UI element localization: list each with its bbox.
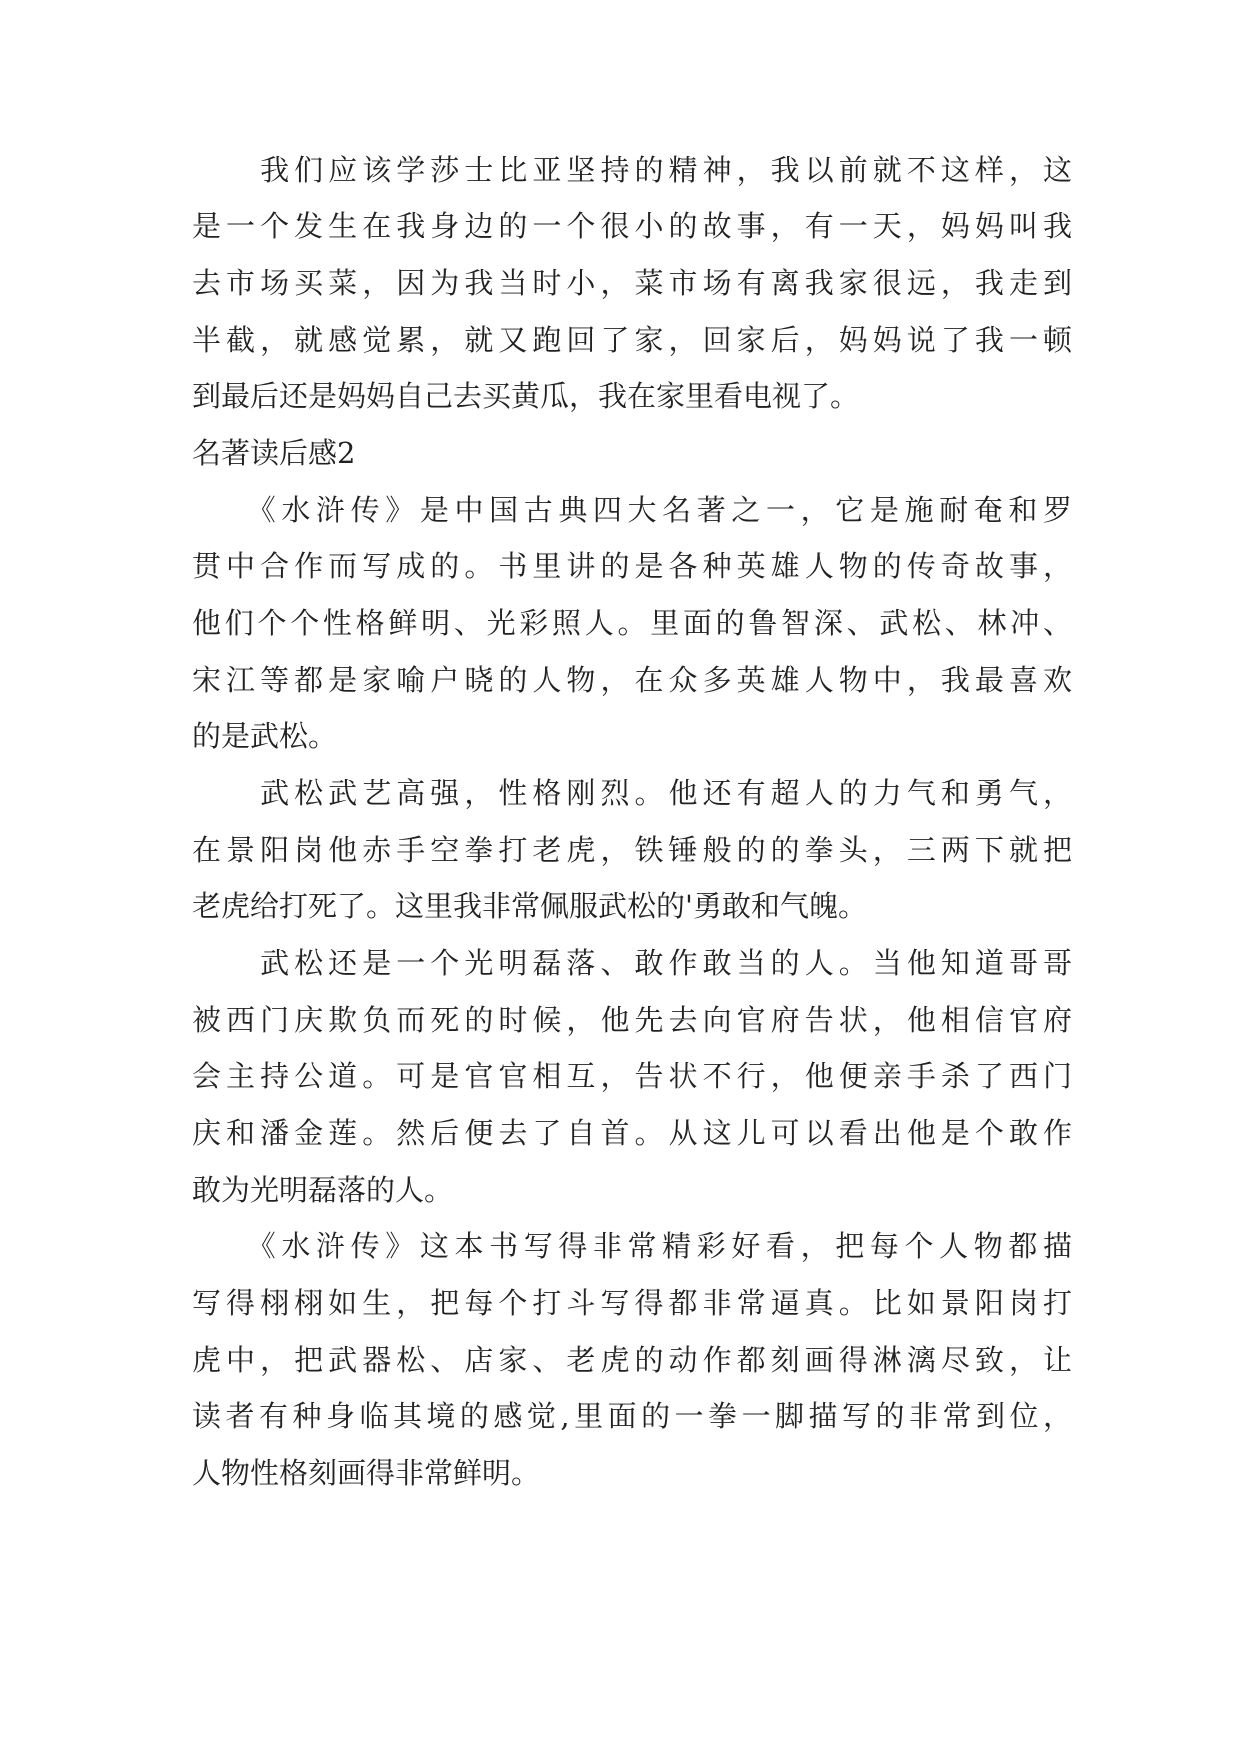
text-line: 贯中合作而写成的。书里讲的是各种英雄人物的传奇故事， — [192, 549, 1072, 583]
text-line: 《水浒传》这本书写得非常精彩好看，把每个人物都描 — [192, 1229, 1072, 1263]
text-line: 他们个个性格鲜明、光彩照人。里面的鲁智深、武松、林冲、 — [192, 606, 1072, 640]
text-line: 会主持公道。可是官官相互，告状不行，他便亲手杀了西门 — [192, 1059, 1072, 1093]
text-line: 人物性格刻画得非常鲜明。 — [192, 1456, 541, 1490]
text-line: 到最后还是妈妈自己去买黄瓜，我在家里看电视了。 — [192, 379, 860, 413]
text-line: 《水浒传》是中国古典四大名著之一，它是施耐奄和罗 — [192, 493, 1072, 527]
text-line: 在景阳岗他赤手空拳打老虎，铁锤般的的拳头，三两下就把 — [192, 833, 1072, 867]
text-line: 是一个发生在我身边的一个很小的故事，有一天，妈妈叫我 — [192, 209, 1072, 243]
section-heading: 名著读后感2 — [192, 436, 356, 470]
text-line: 庆和潘金莲。然后便去了自首。从这儿可以看出他是个敢作 — [192, 1116, 1072, 1150]
text-line: 的是武松。 — [192, 719, 338, 753]
text-line: 读者有种身临其境的感觉,里面的一拳一脚描写的非常到位， — [192, 1399, 1072, 1433]
text-line: 老虎给打死了。这里我非常佩服武松的'勇敢和气魄。 — [192, 889, 867, 923]
text-line: 武松武艺高强，性格刚烈。他还有超人的力气和勇气， — [192, 776, 1072, 810]
text-line: 去市场买菜，因为我当时小，菜市场有离我家很远，我走到 — [192, 266, 1072, 300]
text-line: 写得栩栩如生，把每个打斗写得都非常逼真。比如景阳岗打 — [192, 1286, 1072, 1320]
text-line: 半截，就感觉累，就又跑回了家，回家后，妈妈说了我一顿 — [192, 323, 1072, 357]
text-line: 被西门庆欺负而死的时候，他先去向官府告状，他相信官府 — [192, 1003, 1072, 1037]
text-line: 敢为光明磊落的人。 — [192, 1173, 454, 1207]
text-line: 武松还是一个光明磊落、敢作敢当的人。当他知道哥哥 — [192, 946, 1072, 980]
text-line: 我们应该学莎士比亚坚持的精神，我以前就不这样，这 — [192, 153, 1072, 187]
text-line: 宋江等都是家喻户晓的人物，在众多英雄人物中，我最喜欢 — [192, 663, 1072, 697]
text-line: 虎中，把武器松、店家、老虎的动作都刻画得淋漓尽致，让 — [192, 1343, 1072, 1377]
